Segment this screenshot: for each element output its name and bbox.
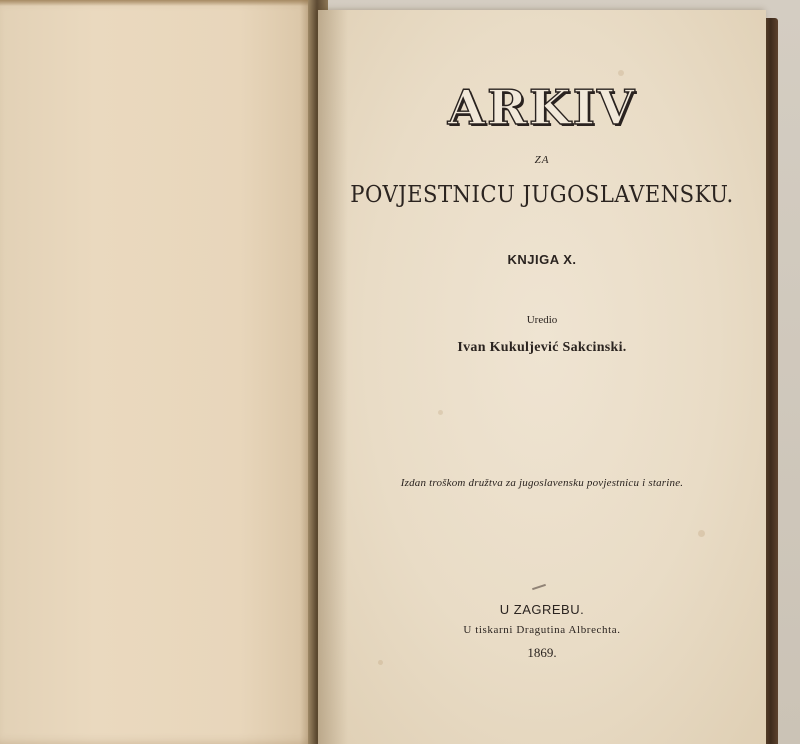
edited-by-label: Uredio — [526, 314, 558, 326]
title-page — [318, 10, 766, 744]
editor-name: Ivan Kukuljević Sakcinski. — [457, 340, 627, 355]
volume-number: KNJIGA X. — [507, 252, 577, 267]
decorative-dash — [532, 584, 546, 590]
title-connector: ZA — [534, 154, 550, 166]
left-page-top-edge — [0, 0, 318, 6]
book-subtitle: POVJESTNICU JUGOSLAVENSKU. — [350, 182, 734, 208]
publication-year: 1869. — [527, 645, 557, 660]
foxing-spot — [438, 410, 443, 415]
foxing-spot — [698, 530, 705, 537]
book-title: ARKIV — [447, 80, 637, 136]
publication-city: U ZAGREBU. — [499, 602, 585, 617]
publisher-note: Izdan troškom družtva za jugoslavensku povjestnicu i starine. — [400, 477, 684, 489]
blank-left-page — [0, 0, 318, 744]
printer-name: U tiskarni Dragutina Albrechta. — [463, 624, 621, 636]
foxing-spot — [618, 70, 624, 76]
